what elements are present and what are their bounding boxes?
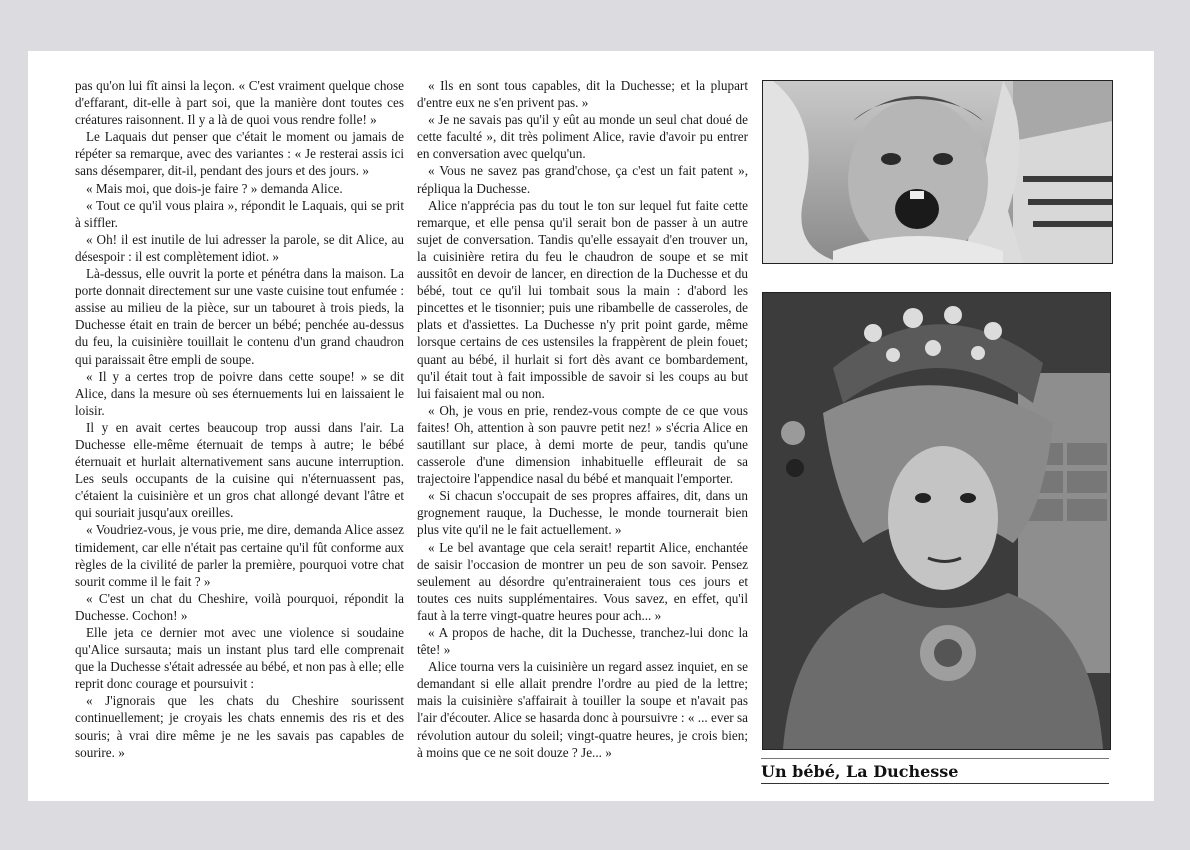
paragraph: « Mais moi, que dois-je faire ? » demanda Alice.: [86, 180, 343, 196]
photo-caption: Un bébé, La Duchesse: [761, 762, 1109, 784]
paragraph: « A propos de hache, dit la Duchesse, tranchez-lui donc la tête! »: [417, 625, 748, 658]
paragraph: Alice tourna vers la cuisinière un regard assez inquiet, en se demandant si elle allait prendre l'ordre au pied de la lettre; mais la cuisinière s'affairait à touiller la soupe et n'avait pas l'air d'écouter. Alice se hasarda donc à poursuivre : « ... ever sa révolution autour du soleil; vingt-quatre heures, je crois bien; à moins que ce ne soit douze ? Je... »: [417, 659, 748, 760]
text-column-left: [75, 77, 404, 761]
paragraph: « Le bel avantage que cela serait! repartit Alice, enchantée de saisir l'occasion de montrer un peu de son savoir. Pensez seulement au désordre qu'entraineraient tous ces jours et toutes ces nuits supplémentaires. Vous savez, en effet, qu'il faut à la terre vingt-quatre heures pour ach... »: [417, 539, 748, 623]
paragraph: Il y en avait certes beaucoup trop aussi dans l'air. La Duchesse elle-même éternuait de temps à autre; le bébé éternuait et hurlait alternativement sans aucune interruption. Les seuls occupants de la cuisine qui n'éternuassent pas, c'étaient la cuisinière et un gros chat allongé devant l'âtre et qui souriait jusqu'aux oreilles.: [75, 419, 404, 521]
paragraph: « Tout ce qu'il vous plaira », répondit le Laquais, qui se prit à siffler.: [75, 197, 404, 230]
paragraph: « Il y a certes trop de poivre dans cette soupe! » se dit Alice, dans la mesure où ses éternuements lui en laissaient le loisir.: [75, 368, 404, 418]
caption-divider: [761, 758, 1109, 759]
paragraph: Alice n'apprécia pas du tout le ton sur lequel fut faite cette remarque, et elle pensa qu'il serait bon de passer à un autre sujet de conversation. Tandis qu'elle essayait d'en trouver un, la cuisinière retira du feu le chaudron de soupe et se mit aussitôt en devoir de lancer, en direction de la Duchesse et du bébé, tout ce qu'il lui tombait sous la main : d'abord les pincettes et le tisonnier; puis une ribambelle de casseroles, de plats et d'assiettes. La Duchesse n'y prit point garde, même lorsque certains de ces ustensiles la frappèrent de plein fouet; quant au bébé, il hurlait si fort dès avant ce bombardement, qu'il était tout à fait impossible de savoir si les coups au but lui faisaient mal ou non.: [417, 197, 748, 401]
paragraph: « J'ignorais que les chats du Cheshire sourissent continuellement; je croyais les chats ennemis des ris et des souris; à vrai dire même je ne les savais pas capables de sourire. »: [75, 693, 404, 760]
paragraph: Elle jeta ce dernier mot avec une violence si soudaine qu'Alice sursauta; mais un instant plus tard elle comprenait que la Duchesse s'était adressée au bébé, et non pas à elle; elle reprit donc courage et poursuivit :: [75, 625, 404, 692]
photo-duchess: [762, 292, 1111, 750]
paragraph: pas qu'on lui fît ainsi la leçon. « C'est vraiment quelque chose d'effarant, dit-elle à part soi, que la manière dont toutes ces créatures raisonnent. Il y a là de quoi vous rendre folle! »: [75, 78, 404, 128]
paragraph: « Ils en sont tous capables, dit la Duchesse; et la plupart d'entre eux ne s'en privent pas. »: [417, 78, 748, 111]
paragraph: « Je ne savais pas qu'il y eût au monde un seul chat doué de cette faculté », dit très poliment Alice, ravie d'avoir pu entrer en conversation avec quelqu'un.: [417, 112, 748, 162]
paragraph: « Voudriez-vous, je vous prie, me dire, demanda Alice assez timidement, car elle n'était pas certaine qu'il fût conforme aux règles de la civilité de parler la première, pourquoi votre chat sourit comme il le fait ? »: [75, 522, 404, 589]
photo-screaming-baby: [762, 80, 1113, 264]
paragraph: « C'est un chat du Cheshire, voilà pourquoi, répondit la Duchesse. Cochon! »: [75, 590, 404, 623]
paragraph: « Si chacun s'occupait de ses propres affaires, dit, dans un grognement rauque, la Duchesse, le monde tournerait bien plus vite qu'il ne le fait actuellement. »: [417, 488, 748, 538]
text-column-right: [417, 77, 748, 761]
paragraph: Le Laquais dut penser que c'était le moment ou jamais de répéter sa remarque, avec des variantes : « Je resterai assis ici sans désemparer, dit-il, pendant des jours et des jours. »: [75, 129, 404, 179]
paragraph: Là-dessus, elle ouvrit la porte et pénétra dans la maison. La porte donnait directement sur une vaste cuisine tout enfumée : assise au milieu de la pièce, sur un tabouret à trois pieds, la Duchesse était en train de bercer un bébé; penchée au-dessus du feu, la cuisinière touillait le contenu d'un grand chaudron qui paraissait être empli de soupe.: [75, 266, 404, 367]
paragraph: « Oh, je vous en prie, rendez-vous compte de ce que vous faites! Oh, attention à son pauvre petit nez! » s'écria Alice en sautillant sur place, à demi morte de peur, tandis qu'une casserole d'une dimension inhabituelle effleurait de sa trajectoire l'appendice nasal du bébé et manquait l'emporter.: [417, 402, 748, 487]
book-page: [28, 51, 1154, 801]
paragraph: « Oh! il est inutile de lui adresser la parole, se dit Alice, au désespoir : il est complètement idiot. »: [75, 231, 404, 264]
paragraph: « Vous ne savez pas grand'chose, ça c'est un fait patent », répliqua la Duchesse.: [417, 163, 748, 196]
